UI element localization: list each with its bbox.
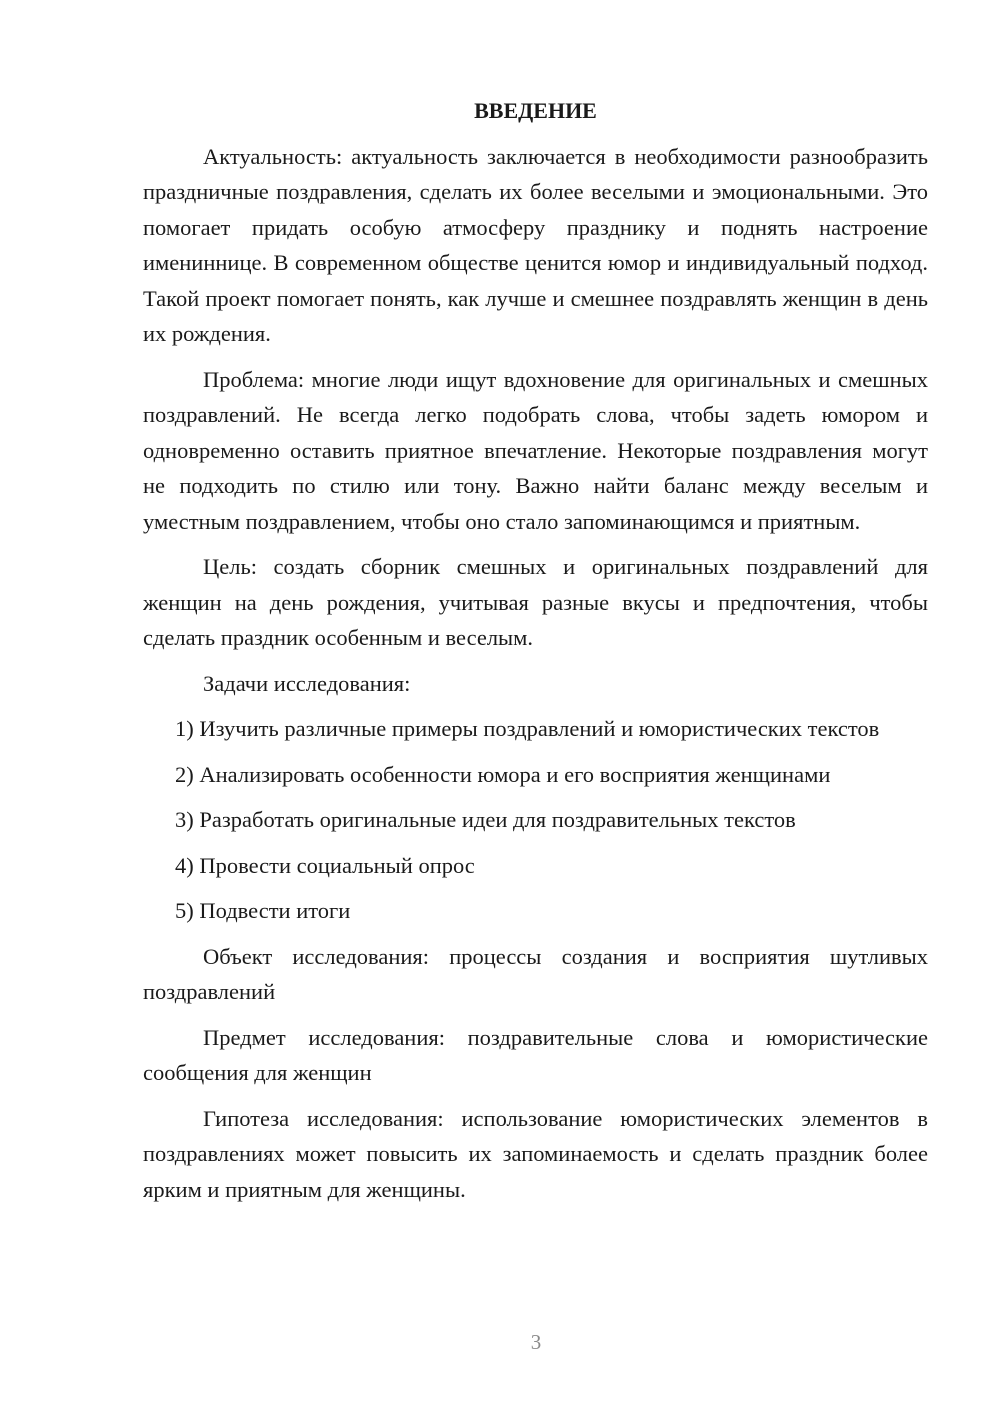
page-number: 3 xyxy=(530,1330,542,1354)
paragraph-problem: Проблема: многие люди ищут вдохновение для оригинальных и смешных поздравлений. Не всегда легко подобрать слова, чтобы задеть юмором и одновременно оставить приятное впечатление. Некоторые поздравления могут не подходить по стилю или тону. Важно найти баланс между веселым и уместным поздравлением, чтобы оно стало запоминающимся и приятным. xyxy=(143,366,928,534)
task-item: 3) Разработать оригинальные идеи для поздравительных текстов xyxy=(175,807,796,832)
task-item: 5) Подвести итоги xyxy=(175,898,351,923)
task-item: 1) Изучить различные примеры поздравлений и юмористических текстов xyxy=(175,716,880,741)
paragraph-subject: Предмет исследования: поздравительные слова и юмористические сообщения для женщин xyxy=(143,1024,928,1085)
page-content xyxy=(143,93,928,1217)
section-title: ВВЕДЕНИЕ xyxy=(474,98,597,123)
paragraph-goal: Цель: создать сборник смешных и оригинальных поздравлений для женщин на день рождения, учитывая разные вкусы и предпочтения, чтобы сделать праздник особенным и веселым. xyxy=(143,554,928,650)
paragraph-tasks-heading: Задачи исследования: xyxy=(203,670,411,696)
paragraph-object: Объект исследования: процессы создания и восприятия шутливых поздравлений xyxy=(143,943,928,1004)
task-item: 4) Провести социальный опрос xyxy=(175,852,475,878)
paragraph-hypothesis: Гипотеза исследования: использование юмористических элементов в поздравлениях может повысить их запоминаемость и сделать праздник более ярким и приятным для женщины. xyxy=(143,1105,928,1202)
task-item: 2) Анализировать особенности юмора и его восприятия женщинами xyxy=(175,761,831,787)
paragraph-relevance: Актуальность: актуальность заключается в необходимости разнообразить праздничные поздравления, сделать их более веселыми и эмоциональными. Это помогает придать особую атмосферу празднику и поднять настроение имениннице. В современном обществе ценится юмор и индивидуальный подход. Такой проект помогает понять, как лучше и смешнее поздравлять женщин в день их рождения. xyxy=(143,143,928,346)
